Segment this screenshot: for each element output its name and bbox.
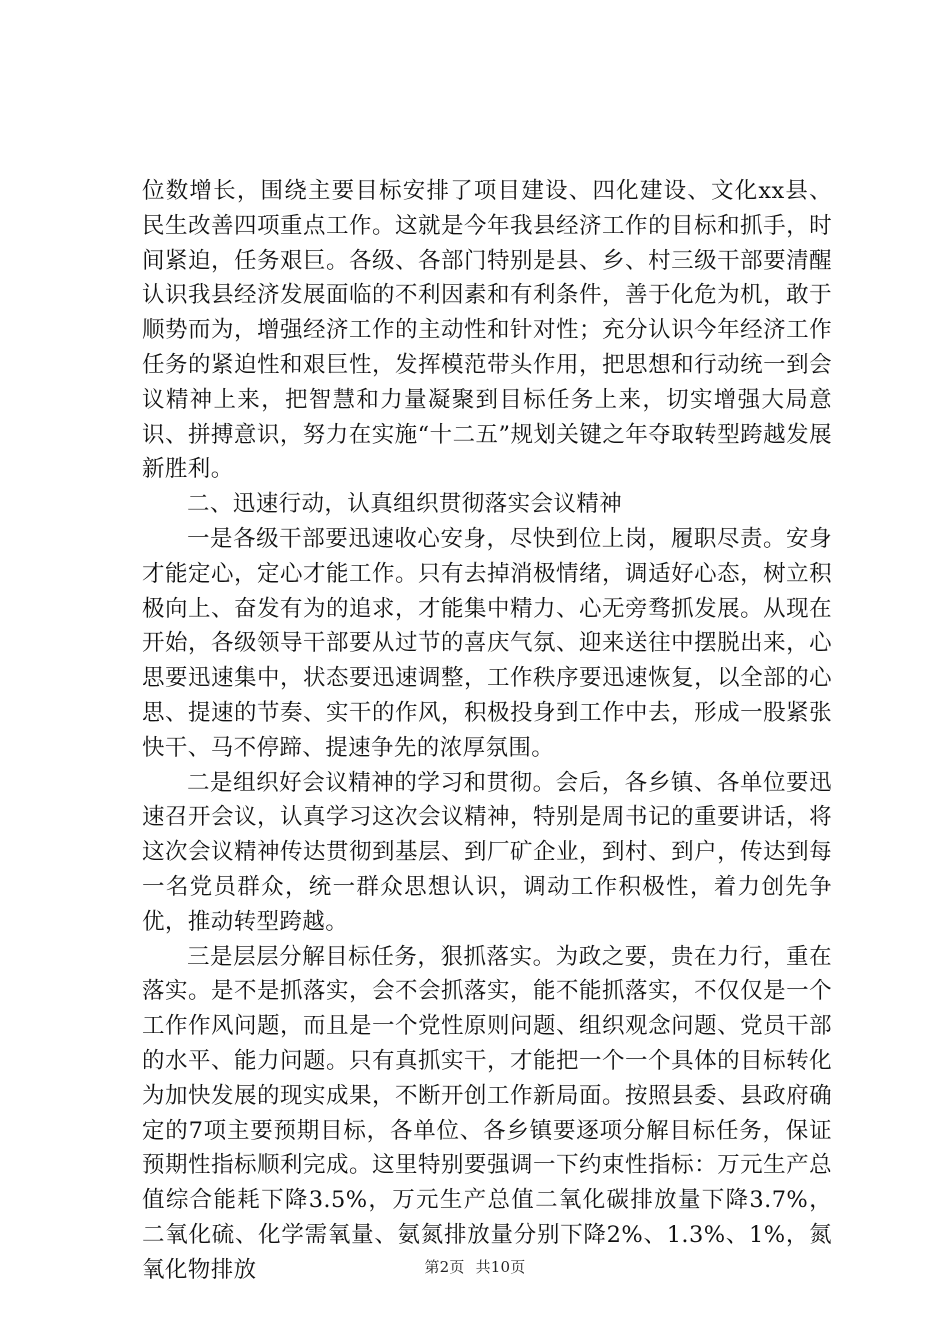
document-body xyxy=(142,174,832,1288)
paragraph-first-point: 一是各级干部要迅速收心安身，尽快到位上岗，履职尽责。安身才能定心，定心才能工作。只有去掉消极情绪，调适好心态，树立积极向上、奋发有为的追求，才能集中精力、心无旁骛抓发展。从现在开始，各级领导干部要从过节的喜庆气氛、迎来送往中摆脱出来，心思要迅速集中，状态要迅速调整，工作秩序要迅速恢复，以全部的心思、提速的节奏、实干的作风，积极投身到工作中去，形成一股紧张快干、马不停蹄、提速争先的浓厚氛围。 xyxy=(142,525,832,761)
paragraph-third-point: 三是层层分解目标任务，狠抓落实。为政之要，贵在力行，重在落实。是不是抓落实，会不会抓落实，能不能抓落实，不仅仅是一个工作作风问题，而且是一个党性原则问题、组织观念问题、党员干部的水平、能力问题。只有真抓实干，才能把一个一个具体的目标转化为加快发展的现实成果，不断开创工作新局面。按照县委、县政府确定的7项主要预期目标，各单位、各乡镇要逐项分解目标任务，保证预期性指标顺利完成。这里特别要强调一下约束性指标：万元生产总值综合能耗下降3.5%，万元生产总值二氧化碳排放量下降3.7%，二氧化硫、化学需氧量、氨氮排放量分别下降2%、1.3%、1%，氮氧化物排放 xyxy=(142,943,832,1283)
page-number: 第2页 xyxy=(424,1258,465,1276)
section-heading: 二、迅速行动，认真组织贯彻落实会议精神 xyxy=(187,491,623,518)
paragraph-second-point: 二是组织好会议精神的学习和贯彻。会后，各乡镇、各单位要迅速召开会议，认真学习这次会议精神，特别是周书记的重要讲话，将这次会议精神传达贯彻到基层、到厂矿企业，到村、到户，传达到每一名党员群众，统一群众思想认识，调动工作积极性，着力创先争优，推动转型跨越。 xyxy=(142,769,832,935)
page-total: 共10页 xyxy=(475,1258,526,1276)
page-footer xyxy=(0,1256,950,1277)
paragraph-continuation: 位数增长，围绕主要目标安排了项目建设、四化建设、文化xx县、民生改善四项重点工作。这就是今年我县经济工作的目标和抓手，时间紧迫，任务艰巨。各级、各部门特别是县、乡、村三级干部要清醒认识我县经济发展面临的不利因素和有利条件，善于化危为机，敢于顺势而为，增强经济工作的主动性和针对性；充分认识今年经济工作任务的紧迫性和艰巨性，发挥模范带头作用，把思想和行动统一到会议精神上来，把智慧和力量凝聚到目标任务上来，切实增强大局意识、拼搏意识，努力在实施“十二五”规划关键之年夺取转型跨越发展新胜利。 xyxy=(142,178,832,483)
